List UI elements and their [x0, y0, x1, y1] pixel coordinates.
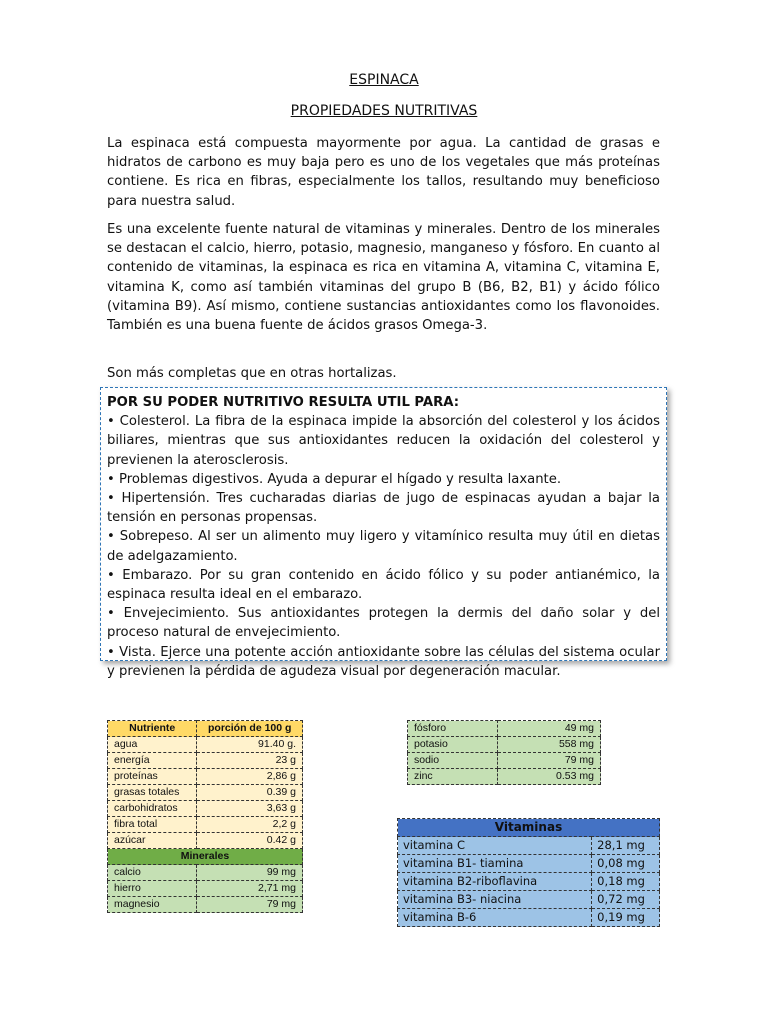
vitamins-header: Vitaminas: [398, 819, 660, 837]
cell-name: magnesio: [108, 897, 197, 913]
benefit-item: • Embarazo. Por su gran contenido en ácido fólico y su poder antianémico, la espinaca resulta ideal en el embarazo.: [107, 567, 660, 603]
minerals-header-row: [108, 849, 303, 865]
benefit-item: • Vista. Ejerce una potente acción antioxidante sobre las células del sistema ocular y previenen la pérdida de agudeza visual por degeneración macular.: [107, 644, 660, 679]
vitamins-table: [397, 818, 660, 927]
table-row: [108, 833, 303, 849]
benefit-item: • Colesterol. La fibra de la espinaca impide la absorción del colesterol y los ácidos biliares, mientras que sus antioxidantes reducen la oxidación del colesterol y previenen la aterosclerosis.: [107, 414, 660, 468]
benefit-item: • Hipertensión. Tres cucharadas diarias de jugo de espinacas ayudan a bajar la tensión en personas propensas.: [107, 491, 660, 526]
cell-name: vitamina C: [398, 837, 592, 855]
cell-value: 91.40 g.: [197, 737, 303, 753]
table-row: [398, 891, 660, 909]
cell-value: 49 mg: [497, 721, 600, 737]
table-row: [108, 881, 303, 897]
table-row: [398, 855, 660, 873]
table-header-row: [398, 819, 660, 837]
cell-name: vitamina B1- tiamina: [398, 855, 592, 873]
cell-value: 23 g: [197, 753, 303, 769]
cell-value: 79 mg: [197, 897, 303, 913]
cell-value: 0,19 mg: [592, 909, 660, 927]
cell-name: grasas totales: [108, 785, 197, 801]
cell-value: 2,86 g: [197, 769, 303, 785]
paragraph-intro: La espinaca está compuesta mayormente por agua. La cantidad de grasas e hidratos de carbono es muy baja pero es uno de los vegetales que más proteínas contiene. Es rica en fibras, especialmente los tallos, resultando muy beneficioso para nuestra salud.: [107, 136, 660, 209]
cell-name: potasio: [408, 737, 498, 753]
column-header: Nutriente: [108, 721, 197, 737]
cell-value: 0.53 mg: [497, 769, 600, 785]
cell-value: 558 mg: [497, 737, 600, 753]
table-row: [108, 865, 303, 881]
cell-name: agua: [108, 737, 197, 753]
cell-value: 28,1 mg: [592, 837, 660, 855]
cell-value: 0,18 mg: [592, 873, 660, 891]
document-title: ESPINACA: [349, 72, 419, 88]
table-row: [408, 737, 601, 753]
table-row: [408, 769, 601, 785]
cell-value: 0.42 g: [197, 833, 303, 849]
table-row: [408, 721, 601, 737]
column-header: porción de 100 g: [197, 721, 303, 737]
cell-name: fósforo: [408, 721, 498, 737]
benefit-item: • Problemas digestivos. Ayuda a depurar el hígado y resulta laxante.: [107, 471, 562, 487]
table-row: [108, 801, 303, 817]
cell-name: calcio: [108, 865, 197, 881]
minerals-header: Minerales: [108, 849, 303, 865]
benefit-item: • Sobrepeso. Al ser un alimento muy ligero y vitamínico resulta muy útil en dietas de adelgazamiento.: [107, 529, 660, 564]
cell-value: 2,71 mg: [197, 881, 303, 897]
cell-name: zinc: [408, 769, 498, 785]
cell-name: vitamina B3- niacina: [398, 891, 592, 909]
table-row: [398, 909, 660, 927]
table-row: [398, 837, 660, 855]
benefits-content: [107, 393, 660, 681]
table-row: [398, 873, 660, 891]
paragraph-vitamins-minerals: Es una excelente fuente natural de vitaminas y minerales. Dentro de los minerales se destacan el calcio, hierro, potasio, magnesio, manganeso y fósforo. En cuanto al contenido de vitaminas, la espinaca es rica en vitamina A, vitamina C, vitamina E, vitamina K, como así también vitaminas del grupo B (B6, B2, B1) y ácido fólico (vitamina B9). Así mismo, contiene sustancias antioxidantes como los flavonoides. También es una buena fuente de ácidos grasos Omega-3.: [107, 222, 660, 334]
table-row: [108, 737, 303, 753]
table-row: [108, 769, 303, 785]
table-row: [108, 753, 303, 769]
document-subtitle: PROPIEDADES NUTRITIVAS: [290, 103, 478, 119]
table-row: [108, 897, 303, 913]
cell-name: sodio: [408, 753, 498, 769]
cell-value: 3,63 g: [197, 801, 303, 817]
benefits-heading: POR SU PODER NUTRITIVO RESULTA UTIL PARA:: [107, 395, 459, 410]
cell-name: vitamina B2-riboflavina: [398, 873, 592, 891]
cell-name: fibra total: [108, 817, 197, 833]
nutrients-table: [107, 720, 303, 913]
cell-value: 2,2 g: [197, 817, 303, 833]
cell-value: 0,08 mg: [592, 855, 660, 873]
cell-name: hierro: [108, 881, 197, 897]
cell-value: 0,72 mg: [592, 891, 660, 909]
cell-value: 0.39 g: [197, 785, 303, 801]
table-row: [108, 785, 303, 801]
table-row: [108, 817, 303, 833]
table-row: [408, 753, 601, 769]
table-header-row: [108, 721, 303, 737]
paragraph-closing: Son más completas que en otras hortalizas.: [107, 366, 397, 381]
cell-value: 99 mg: [197, 865, 303, 881]
cell-value: 79 mg: [497, 753, 600, 769]
cell-name: azúcar: [108, 833, 197, 849]
cell-name: vitamina B-6: [398, 909, 592, 927]
minerals-continued-table: [407, 720, 601, 785]
cell-name: proteínas: [108, 769, 197, 785]
benefit-item: • Envejecimiento. Sus antioxidantes protegen la dermis del daño solar y del proceso natural de envejecimiento.: [107, 606, 660, 641]
cell-name: carbohidratos: [108, 801, 197, 817]
cell-name: energía: [108, 753, 197, 769]
